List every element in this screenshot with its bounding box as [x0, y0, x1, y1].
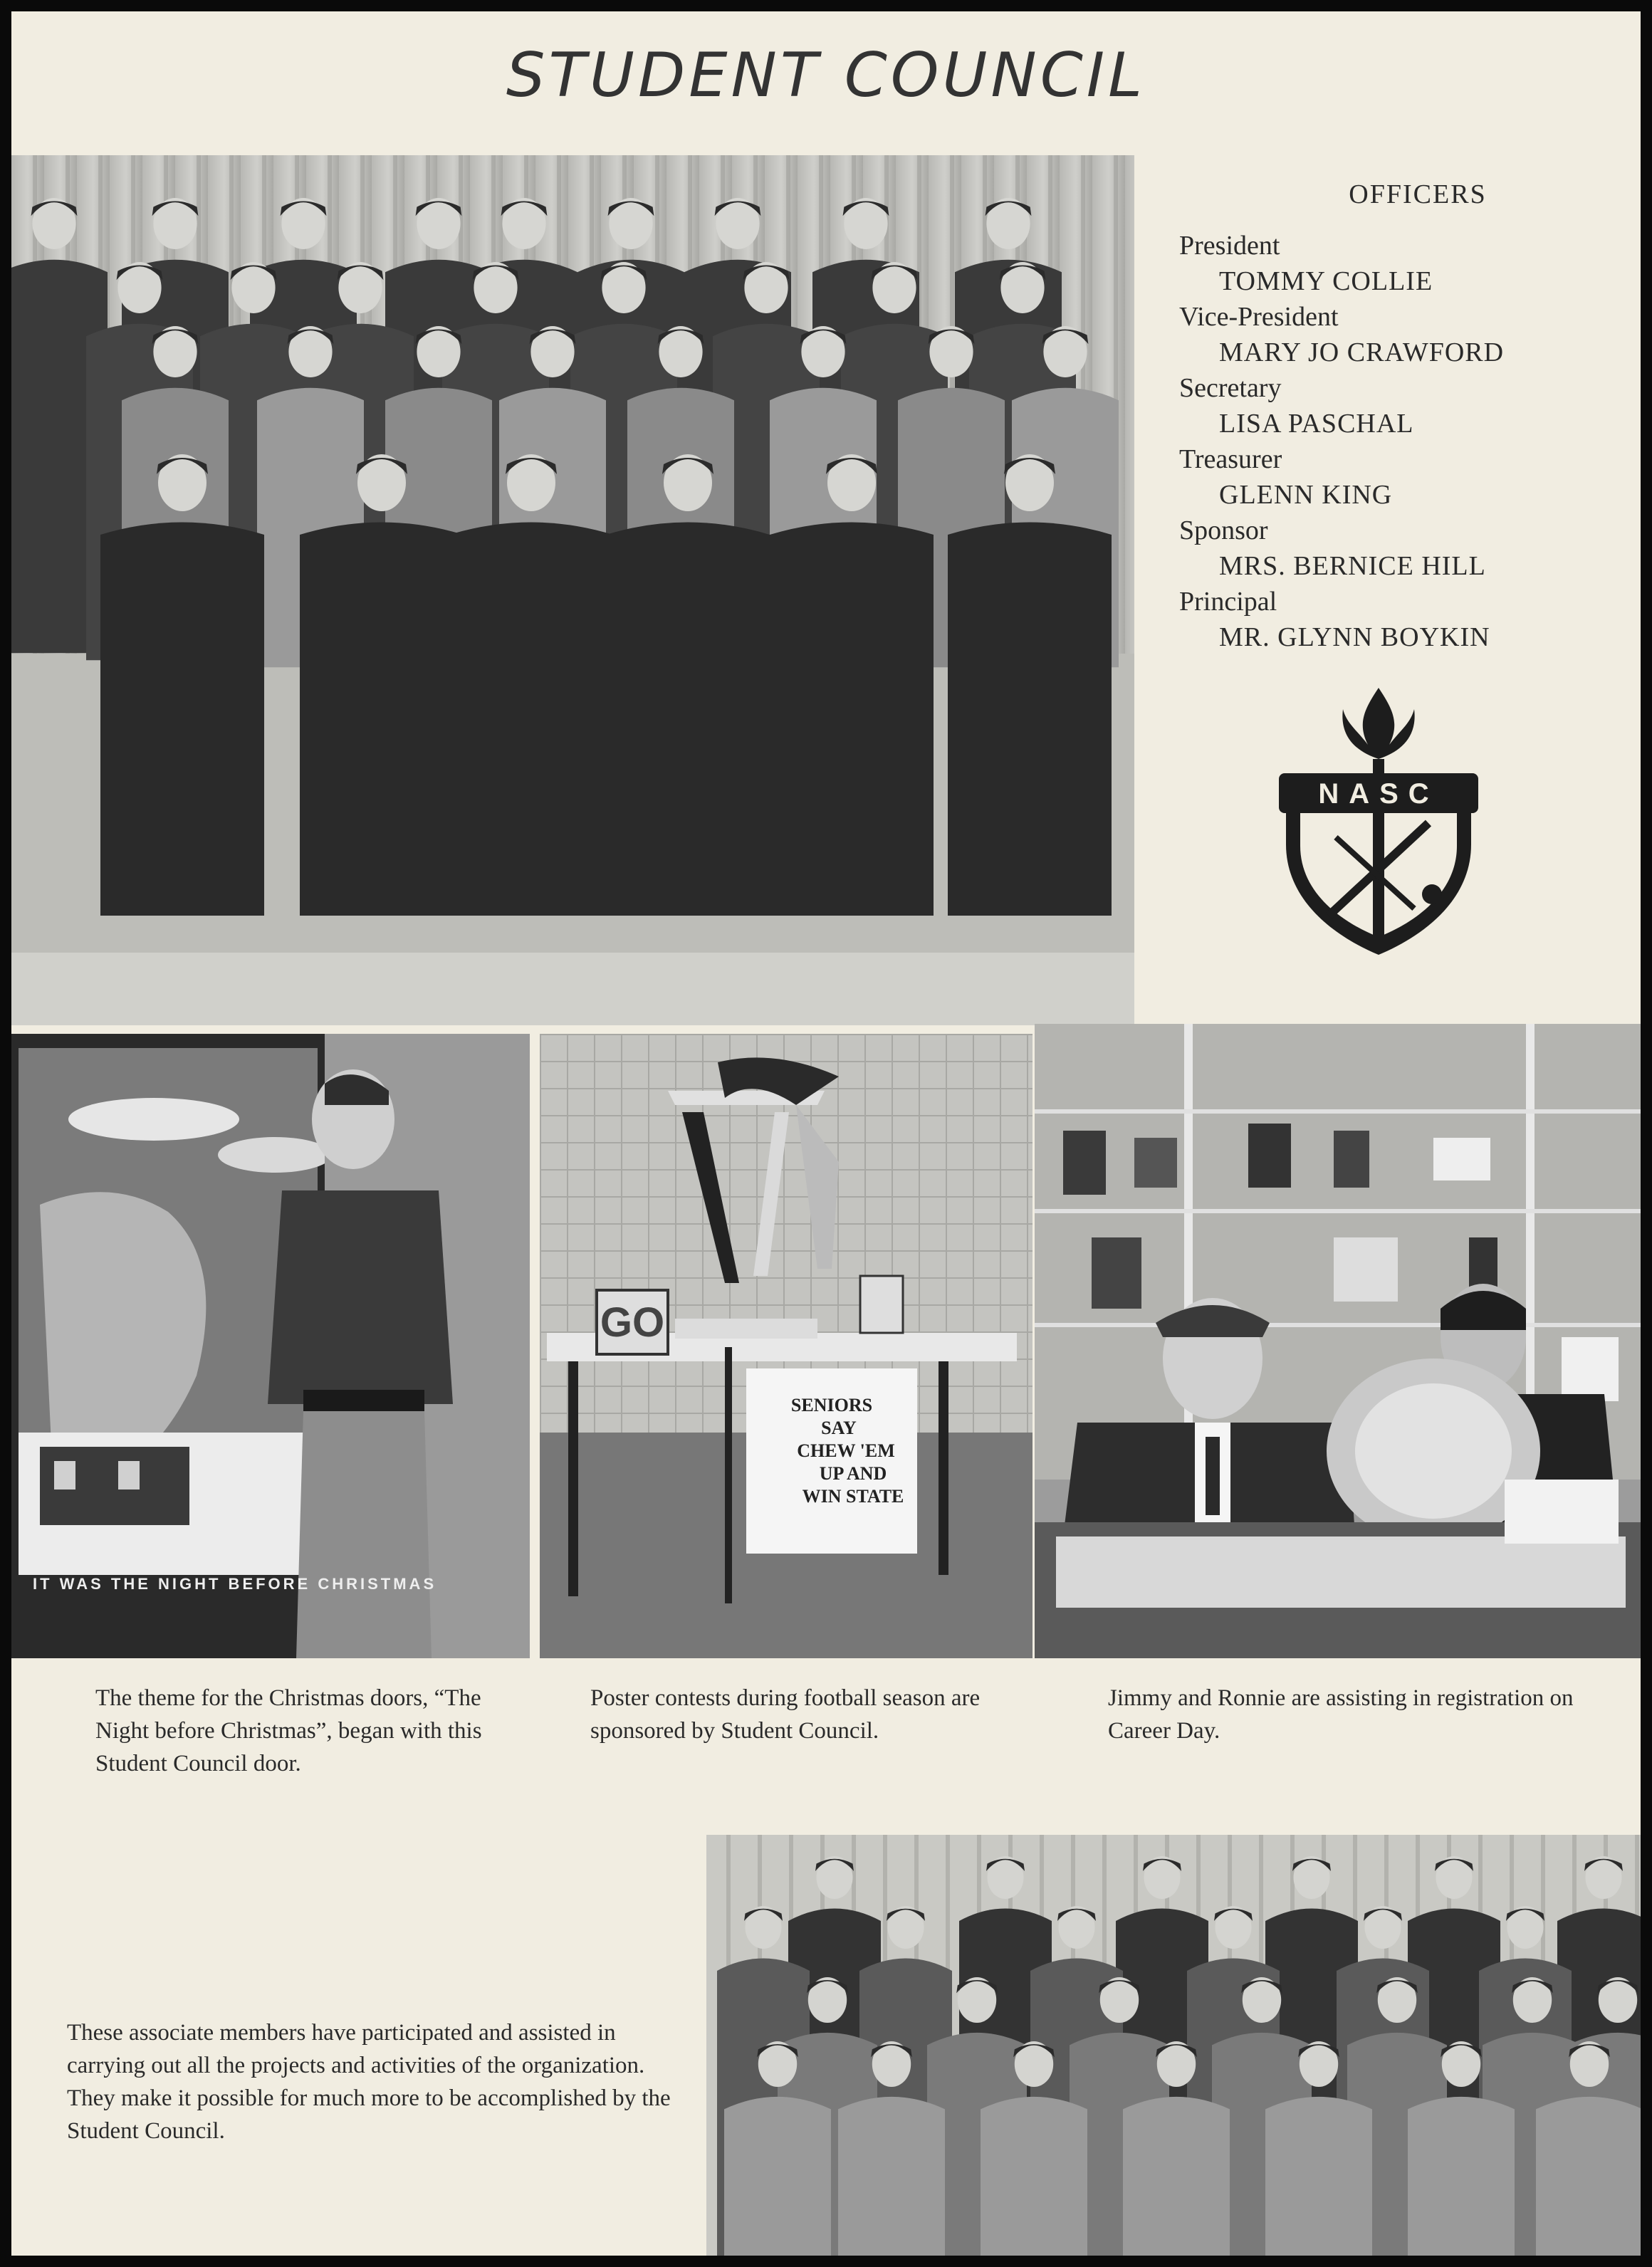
- caption-career-day: Jimmy and Ronnie are assisting in registration on Career Day.: [1108, 1685, 1574, 1744]
- poster-line: WIN STATE: [802, 1486, 904, 1507]
- officer-role: Sponsor: [1179, 515, 1268, 545]
- go-block-text: GO: [600, 1299, 665, 1346]
- poster-line: SENIORS: [790, 1395, 873, 1415]
- council-group-photo: [11, 155, 1134, 1025]
- caption-poster-contest: Poster contests during football season are sponsored by Student Council.: [590, 1685, 981, 1744]
- officer-entry: [1179, 513, 1621, 584]
- poster-line: SAY: [821, 1418, 857, 1438]
- poster-contest-photo: [540, 1034, 1032, 1658]
- officer-entry: [1179, 228, 1621, 299]
- officer-entry: [1179, 584, 1621, 655]
- officers-list: [1179, 177, 1621, 655]
- officer-name: MR. GLYNN BOYKIN: [1219, 622, 1490, 652]
- nasc-emblem: [1272, 681, 1485, 965]
- christmas-door-photo: [11, 1034, 530, 1658]
- page-title: STUDENT COUNCIL: [506, 40, 1146, 111]
- officer-role: Treasurer: [1179, 444, 1282, 474]
- poster-line: UP AND: [819, 1463, 887, 1484]
- poster-line: CHEW 'EM: [797, 1440, 895, 1461]
- officer-entry: [1179, 441, 1621, 513]
- career-day-photo: [1035, 1024, 1641, 1658]
- door-sign-text: IT WAS THE NIGHT BEFORE CHRISTMAS: [33, 1575, 437, 1593]
- officer-name: LISA PASCHAL: [1219, 409, 1414, 439]
- officer-role: President: [1179, 231, 1280, 261]
- officers-heading: OFFICERS: [1349, 179, 1487, 209]
- yearbook-page: [11, 11, 1641, 2256]
- officer-name: TOMMY COLLIE: [1219, 266, 1433, 296]
- officer-role: Principal: [1179, 587, 1277, 617]
- officer-name: MRS. BERNICE HILL: [1219, 551, 1486, 581]
- associate-members-photo: [706, 1835, 1641, 2256]
- officer-entry: [1179, 370, 1621, 441]
- officer-name: GLENN KING: [1219, 480, 1393, 510]
- emblem-text: NASC: [1318, 778, 1439, 810]
- caption-christmas-door: The theme for the Christmas doors, “The Night before Christmas”, began with this Student Council door.: [95, 1685, 482, 1776]
- officer-name: MARY JO CRAWFORD: [1219, 337, 1505, 367]
- officer-entry: [1179, 299, 1621, 370]
- officer-role: Vice-President: [1179, 302, 1339, 332]
- caption-associate-members: These associate members have participated and assisted in carrying out all the projects and activities of the organization. They make it possible for much more to be accomplished by the Student Council.: [67, 2020, 671, 2144]
- officer-role: Secretary: [1179, 373, 1282, 403]
